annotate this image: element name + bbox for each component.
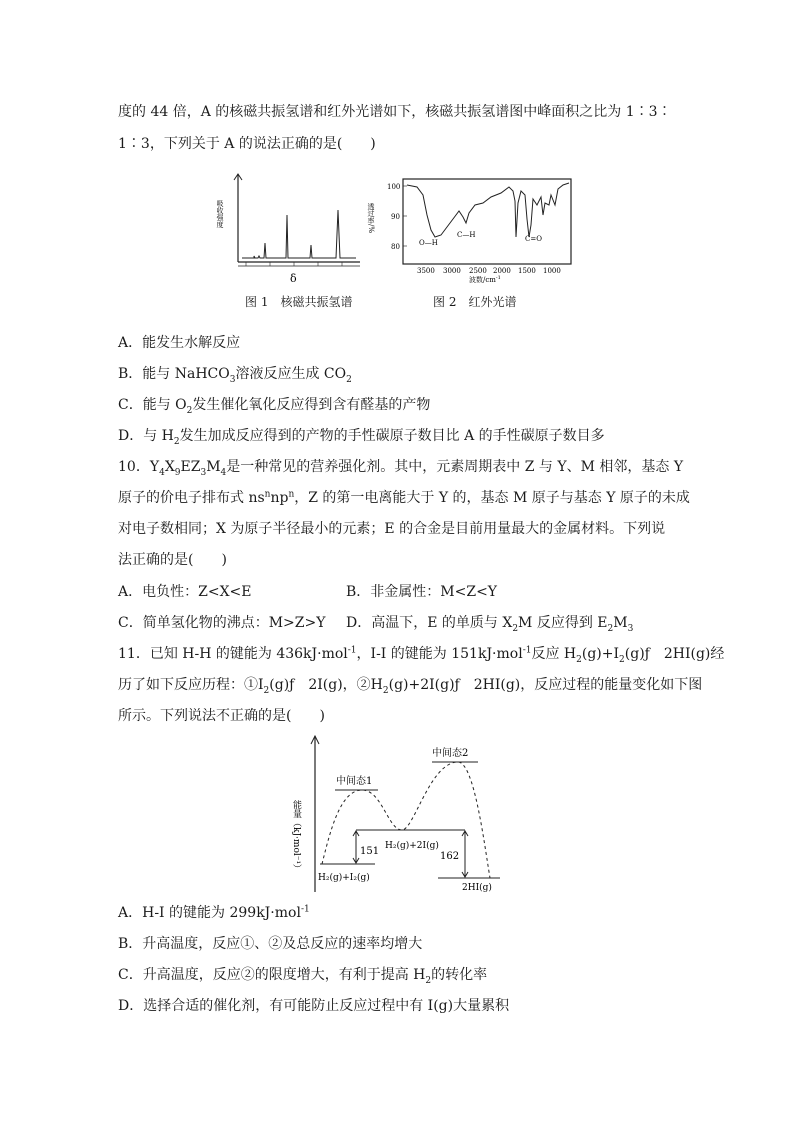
q10-option-a: A．电负性：Z<X<E — [118, 584, 252, 600]
ir-y-tick-90: 90 — [391, 213, 400, 221]
ir-x-tick-3500: 3500 — [417, 267, 435, 275]
energy-profile-diagram — [290, 732, 510, 897]
reactants-level-label: H₂(g)+I₂(g) — [318, 873, 370, 883]
ir-x-tick-3000: 3000 — [443, 267, 461, 275]
q10-stem-line2: 原子的价电子排布式 $ns^nnp^n$，Z 的第一电离能大于 Y 的，基态 M 原子与基态 Y 原子的未成 — [118, 489, 690, 506]
energy-axis-label: 能量（kJ·mol⁻¹） — [291, 800, 301, 874]
ir-figure-caption: 图 2 红外光谱 — [433, 295, 517, 309]
q9-stem-line2: 1∶3，下列关于 A 的说法正确的是( ) — [118, 136, 376, 152]
q10-stem-line3: 对电子数相同；X 为原子半径最小的元素；E 的合金是目前用量最大的金属材料。下列说 — [118, 521, 666, 537]
ir-x-tick-2000: 2000 — [493, 267, 511, 275]
q9-option-c: C．能与 $O_2$发生催化氧化反应得到含有醛基的产物 — [118, 397, 431, 416]
q9-option-d: D．与 $H_2$发生加成反应得到的产物的手性碳原子数目比 A 的手性碳原子数目多 — [118, 428, 605, 447]
ir-annotation-oh: O—H — [419, 239, 438, 247]
q11-option-d: D．选择合适的催化剂，有可能防止反应过程中有 I(g)大量累积 — [118, 998, 510, 1014]
ir-x-tick-2500: 2500 — [469, 267, 487, 275]
q9-option-a: A．能发生水解反应 — [118, 335, 241, 351]
nmr-figure-caption: 图 1 核磁共振氢谱 — [245, 295, 353, 309]
q11-option-b: B．升高温度，反应①、②及总反应的速率均增大 — [118, 936, 423, 952]
ir-x-axis-label: 波数$/cm^{-1}$ — [469, 275, 501, 284]
nmr-x-axis-label: δ — [290, 272, 297, 285]
q10-option-b: B．非金属性：M<Z<Y — [346, 584, 498, 600]
q10-option-c: C．简单氢化物的沸点：M>Z>Y — [118, 615, 326, 631]
nmr-spectrum-figure — [216, 170, 370, 286]
q11-stem-line2: 历了如下反应历程：$①I_2(g)ƒ$ 2I(g)，$②H_2(g)+2I(g)ƒ$ 2HI(g)，反应过程的能量变化如下图 — [118, 677, 703, 696]
intermediate-2-label: 中间态2 — [432, 748, 469, 759]
ir-x-tick-1000: 1000 — [543, 267, 561, 275]
intermediate-1-label: 中间态1 — [336, 776, 373, 787]
q10-option-d: D．高温下，E 的单质与 $X_2M$ 反应得到 $E_2M_3$ — [346, 615, 634, 634]
q11-stem-line1: 11．已知 H-H 的键能为 436kJ·mol$^{-1}$，I-I 的键能为 151kJ·mol$^{-1}$反应 $H_2(g)+I_2(g)ƒ$ 2HI(g)经 — [118, 645, 725, 665]
ir-annotation-ch: C—H — [457, 231, 476, 239]
ir-y-tick-80: 80 — [391, 243, 400, 251]
ir-y-axis-label: 透过率/% — [367, 203, 375, 234]
ir-x-tick-1500: 1500 — [518, 267, 536, 275]
ir-y-tick-100: 100 — [387, 183, 401, 191]
q10-stem-line4: 法正确的是( ) — [118, 552, 227, 568]
q11-option-a: A．H-I 的键能为 299kJ·mol$^{-1}$ — [118, 904, 310, 921]
intermediate-level-label: H₂(g)+2I(g) — [385, 841, 439, 851]
nmr-spectrum-trace — [242, 210, 356, 258]
q11-stem-line3: 所示。下列说法不正确的是( ) — [118, 708, 325, 724]
products-level-label: 2HI(g) — [462, 883, 492, 893]
nmr-y-axis-label: 吸收强度 — [216, 200, 224, 228]
ir-annotation-co: C=O — [525, 235, 542, 243]
gap-162-label: 162 — [440, 851, 460, 862]
q9-stem-line1: 度的 44 倍，A 的核磁共振氢谱和红外光谱如下，核磁共振氢谱图中峰面积之比为 1∶3∶ — [118, 104, 672, 120]
ir-spectrum-trace — [407, 183, 569, 237]
q9-option-b: B．能与 NaHCO$_3$溶液反应生成 $CO_2$ — [118, 366, 352, 385]
q10-stem-line1: 10．$Y_4X_9EZ_3M_4$是一种常见的营养强化剂。其中，元素周期表中 Z 与 Y、M 相邻，基态 Y — [118, 459, 684, 478]
gap-151-label: 151 — [360, 846, 380, 857]
ir-spectrum-figure — [365, 175, 580, 285]
q11-option-c: C．升高温度，反应②的限度增大，有利于提高 $H_2$的转化率 — [118, 967, 488, 986]
